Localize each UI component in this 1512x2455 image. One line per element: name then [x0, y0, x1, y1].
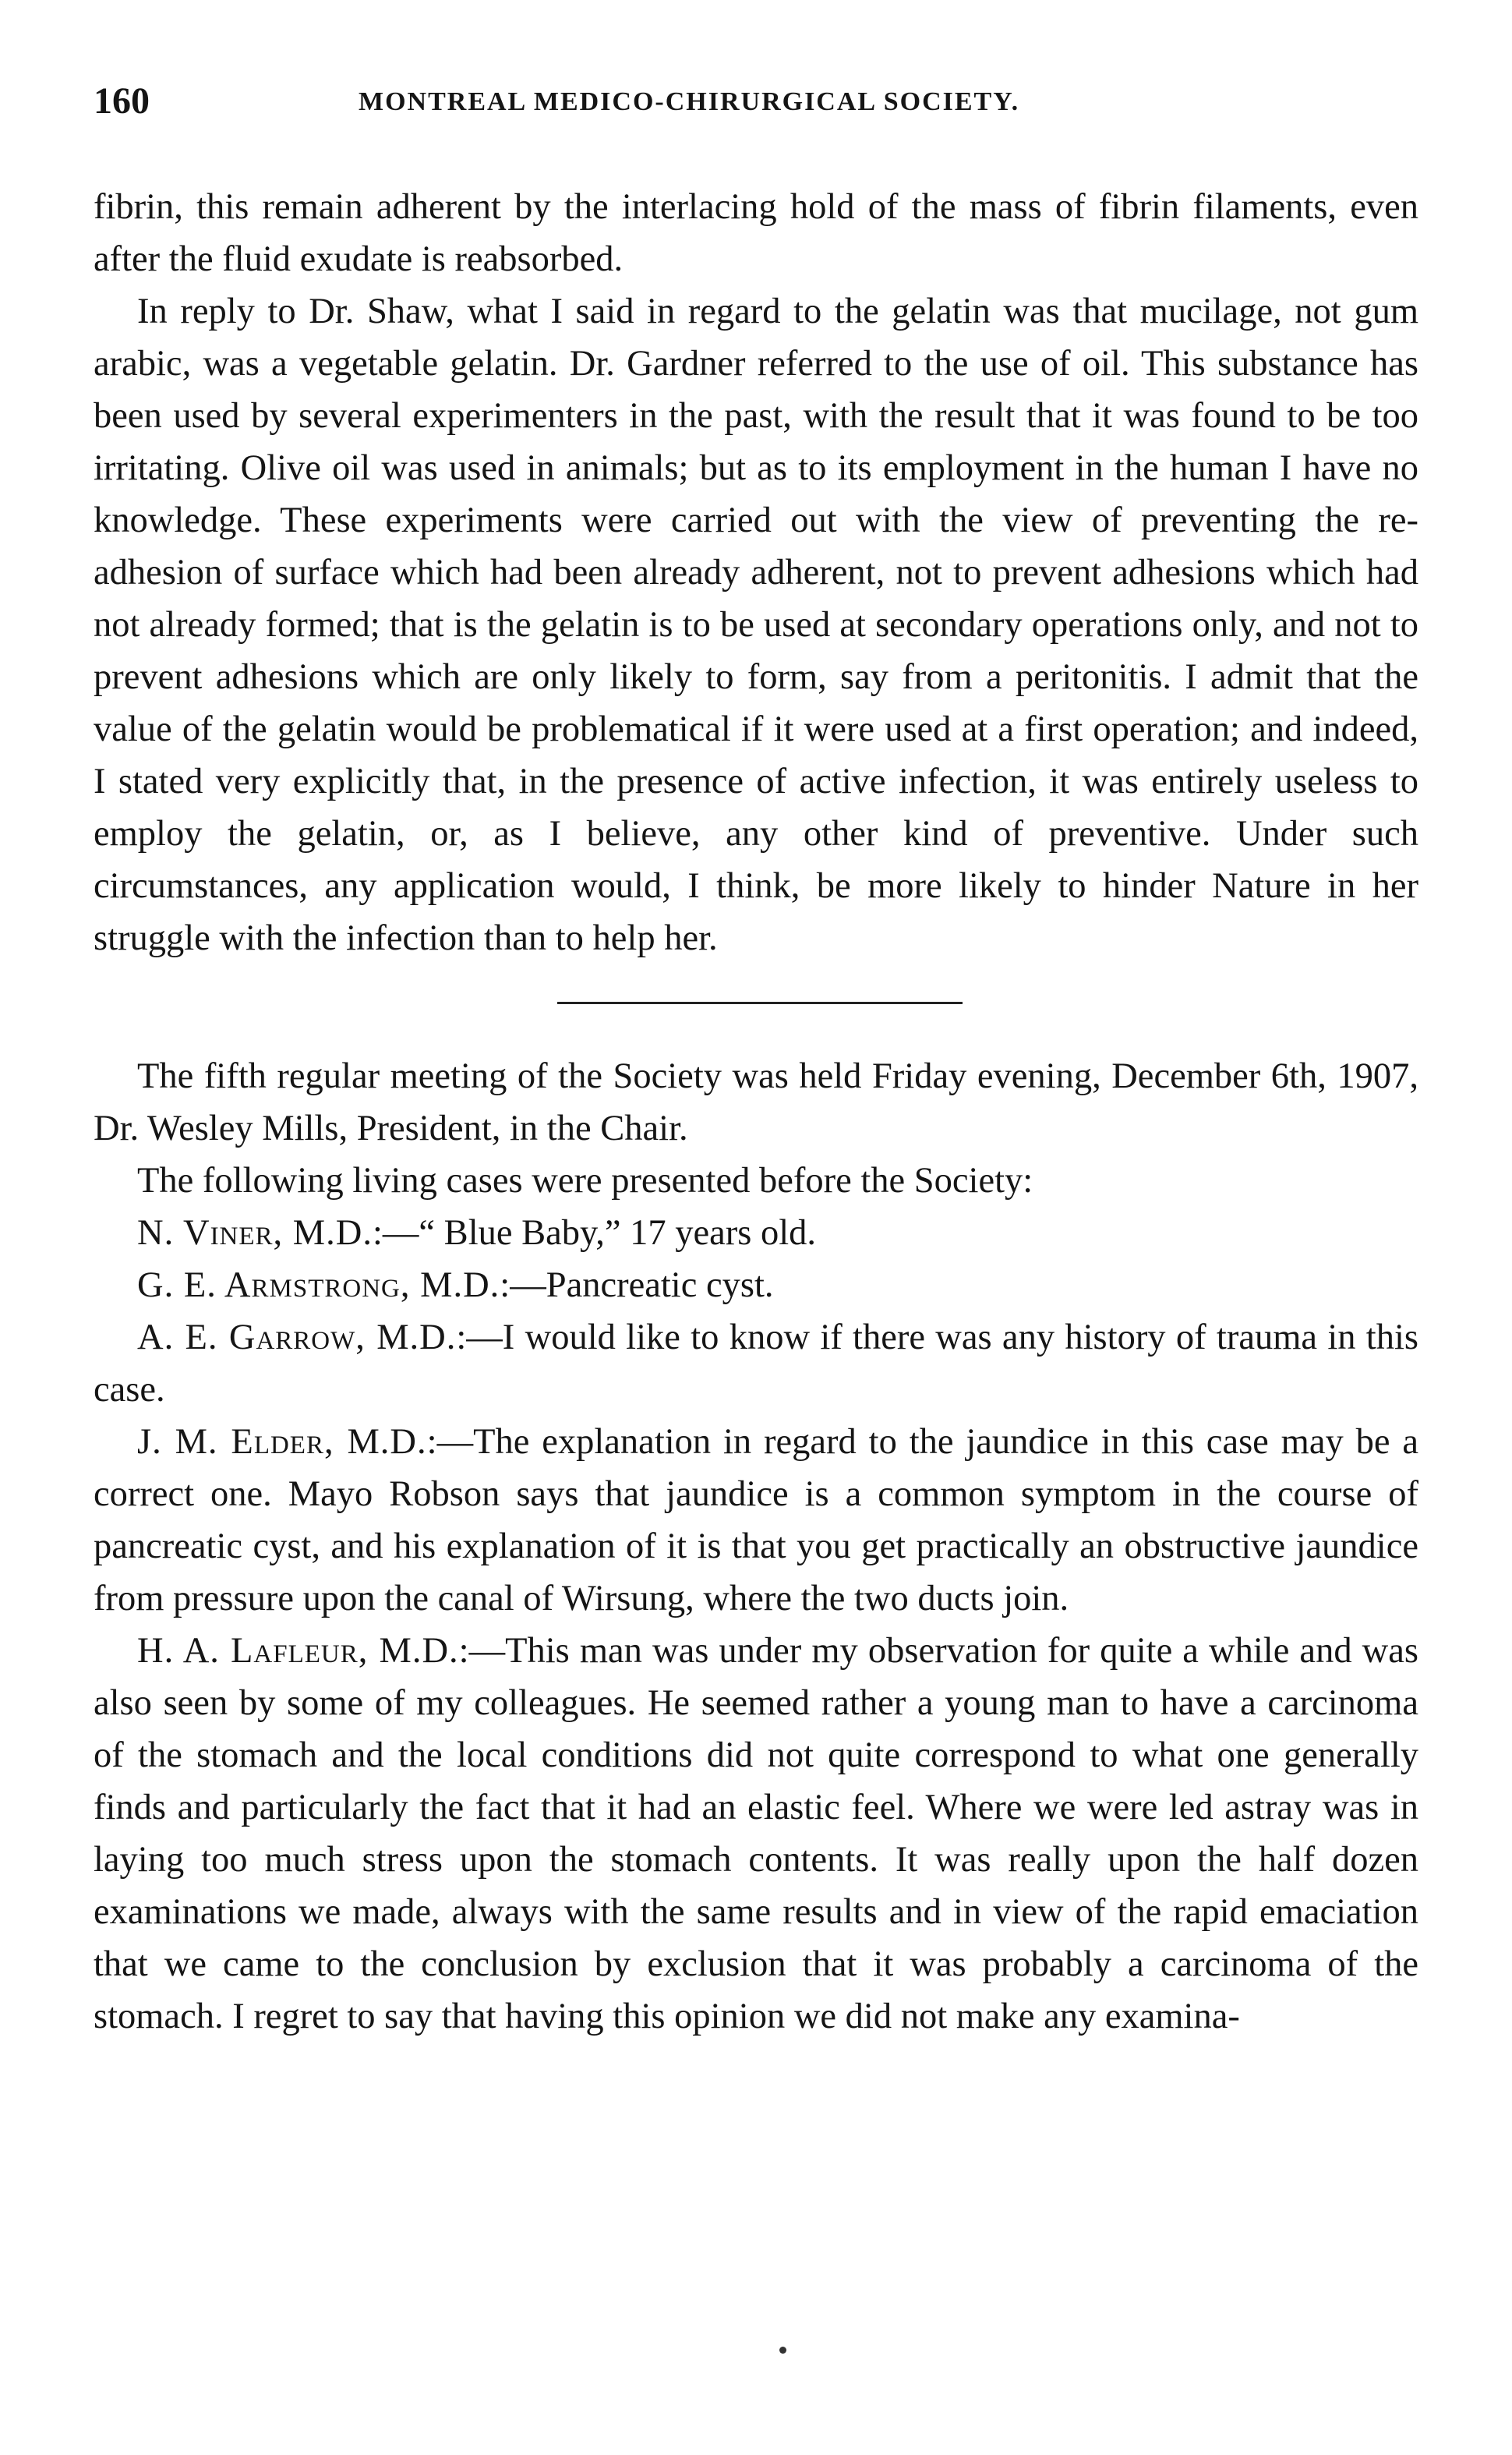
- remark-text: :—I would like to know if there was any history of trauma in this case.: [94, 1318, 1418, 1410]
- speaker-name: H. A. Lafleur, M.D.: [137, 1631, 459, 1671]
- paragraph-reply-to-shaw: In reply to Dr. Shaw, what I said in regard to the gelatin was that mucilage, not gum arabic, was a vegetable gelatin. Dr. Gardner referred to the use of oil. This substance has been used by several experimenters in the past, with the result that it was found to be too irritating. Olive oil was used in animals; but as to its employment in the human I have no knowledge. These experiments were carried out with the view of preventing the re-adhesion of surface which had been already adherent, not to prevent adhesions which had not already formed; that is the gelatin is to be used at secondary operations only, and not to prevent adhesions which are only likely to form, say from a peritonitis. I admit that the value of the gelatin would be problematical if it were used at a first operation; and indeed, I stated very explicitly that, in the presence of active infection, it was entirely useless to employ the gelatin, or, as I believe, any other kind of preventive. Under such circumstances, any application would, I think, be more likely to hinder Nature in her struggle with the infection than to help her.: [94, 292, 1418, 958]
- case-blue-baby: [94, 1207, 1418, 1259]
- page-number: 160: [94, 80, 150, 122]
- paragraph-fifth-meeting: The fifth regular meeting of the Society was held Friday evening, December 6th, 1907, Dr. Wesley Mills, President, in the Chair.: [94, 1056, 1418, 1148]
- speaker-name: J. M. Elder, M.D.: [137, 1422, 427, 1462]
- remark-garrow: [94, 1311, 1418, 1416]
- section-divider: [94, 964, 1418, 1050]
- paragraph-living-cases-intro: The following living cases were presented before the Society:: [137, 1161, 1033, 1201]
- journal-title: MONTREAL MEDICO-CHIRURGICAL SOCIETY.: [359, 87, 1020, 116]
- book-page: [94, 78, 1418, 2043]
- case-description: :—Pancreatic cyst.: [500, 1265, 774, 1305]
- remark-text: :—This man was under my observation for quite a while and was also seen by some of my colleagues. He seemed rather a young man to have a carcinoma of the stomach and the local conditions did not quite correspond to what one generally finds and particularly the fact that it had an elastic feel. Where we were led astray was in laying too much stress upon the stomach contents. It was really upon the half dozen examinations we made, always with the same results and in view of the rapid emaciation that we came to the conclusion by exclusion that it was probably a carcinoma of the stomach. I regret to say that having this opinion we did not make any examina-: [94, 1631, 1418, 2036]
- speaker-name: A. E. Garrow, M.D.: [137, 1318, 457, 1357]
- print-speck: [779, 2347, 786, 2354]
- remark-elder: [94, 1416, 1418, 1625]
- remark-text: :—The explanation in regard to the jaundice in this case may be a correct one. Mayo Robson says that jaundice is a common symptom in the course of pancreatic cyst, and his explanation of it is that you get practically an obstructive jaundice from pressure upon the canal of Wirsung, where the two ducts join.: [94, 1422, 1418, 1618]
- paragraph-fibrin-continuation: fibrin, this remain adherent by the interlacing hold of the mass of fibrin filaments, even after the fluid exudate is reabsorbed.: [94, 187, 1418, 279]
- speaker-name: N. Viner, M.D.: [137, 1213, 373, 1253]
- speaker-name: G. E. Armstrong, M.D.: [137, 1265, 500, 1305]
- remark-lafleur: [94, 1625, 1418, 2043]
- case-pancreatic-cyst: [94, 1259, 1418, 1311]
- running-head: [94, 78, 1418, 133]
- case-description: :—“ Blue Baby,” 17 years old.: [373, 1213, 817, 1253]
- horizontal-rule: [557, 1002, 963, 1004]
